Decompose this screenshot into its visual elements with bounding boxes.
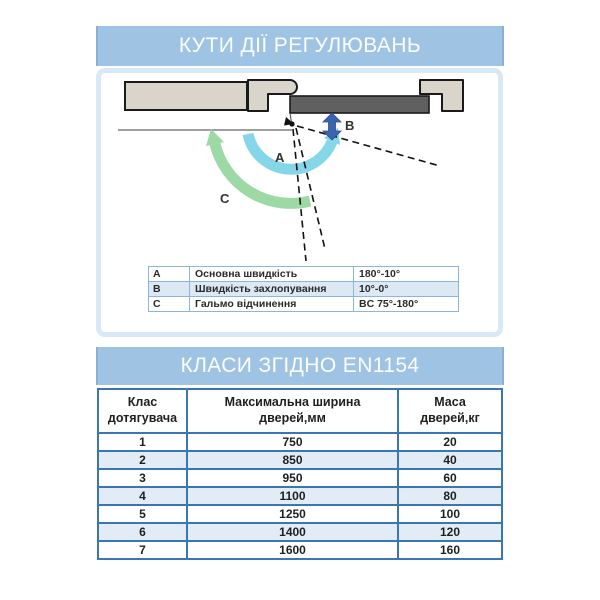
cell-mass: 120 <box>398 523 502 541</box>
cell-width: 850 <box>187 451 398 469</box>
cell-width: 1100 <box>187 487 398 505</box>
cell-mass: 80 <box>398 487 502 505</box>
legend-range: BC 75°-180° <box>354 297 459 312</box>
cell-class: 6 <box>98 523 187 541</box>
table-row <box>98 505 502 523</box>
table-row <box>98 541 502 559</box>
cell-mass: 100 <box>398 505 502 523</box>
legend-key: B <box>149 282 190 297</box>
header-closer-class: Клас дотягувача <box>98 389 187 433</box>
wall-left <box>125 82 247 110</box>
header-max-door-width: Максимальна ширина дверей,мм <box>187 389 398 433</box>
angles-legend-table <box>148 266 459 312</box>
cell-class: 4 <box>98 487 187 505</box>
label-b: B <box>345 118 355 133</box>
legend-row-a <box>149 267 459 282</box>
label-a: A <box>275 150 285 165</box>
main-speed-arc-a <box>248 134 332 169</box>
cell-class: 5 <box>98 505 187 523</box>
cell-mass: 20 <box>398 433 502 451</box>
cell-width: 750 <box>187 433 398 451</box>
en1154-classes-table <box>97 388 503 560</box>
door-leaf <box>290 96 429 113</box>
table-row <box>98 487 502 505</box>
legend-range: 10°-0° <box>354 282 459 297</box>
door-closer-angles-panel <box>96 68 503 337</box>
table-row <box>98 451 502 469</box>
label-c: C <box>220 191 230 206</box>
door-position-80deg-line <box>296 128 325 249</box>
legend-name: Швидкість захлопування <box>190 282 354 297</box>
legend-row-b <box>149 282 459 297</box>
table-row <box>98 469 502 487</box>
legend-name: Основна швидкість <box>190 267 354 282</box>
table-row <box>98 433 502 451</box>
cell-width: 950 <box>187 469 398 487</box>
cell-width: 1600 <box>187 541 398 559</box>
cell-mass: 40 <box>398 451 502 469</box>
table-row <box>98 523 502 541</box>
header-door-mass: Маса дверей,кг <box>398 389 502 433</box>
legend-range: 180°-10° <box>354 267 459 282</box>
door-position-75deg-line <box>293 129 306 261</box>
cell-class: 7 <box>98 541 187 559</box>
pivot-arrowhead <box>284 117 294 126</box>
cell-class: 3 <box>98 469 187 487</box>
cell-width: 1250 <box>187 505 398 523</box>
door-closer-diagram <box>101 73 498 263</box>
arc-c-arrowhead <box>206 129 224 146</box>
cell-width: 1400 <box>187 523 398 541</box>
cell-mass: 160 <box>398 541 502 559</box>
legend-key: A <box>149 267 190 282</box>
angles-section-title: КУТИ ДІЇ РЕГУЛЮВАНЬ <box>96 26 504 66</box>
cell-mass: 60 <box>398 469 502 487</box>
classes-section-title: КЛАСИ ЗГІДНО EN1154 <box>96 347 504 385</box>
legend-key: C <box>149 297 190 312</box>
legend-row-c <box>149 297 459 312</box>
table-header-row <box>98 389 502 433</box>
legend-name: Гальмо відчинення <box>190 297 354 312</box>
cell-class: 1 <box>98 433 187 451</box>
cell-class: 2 <box>98 451 187 469</box>
